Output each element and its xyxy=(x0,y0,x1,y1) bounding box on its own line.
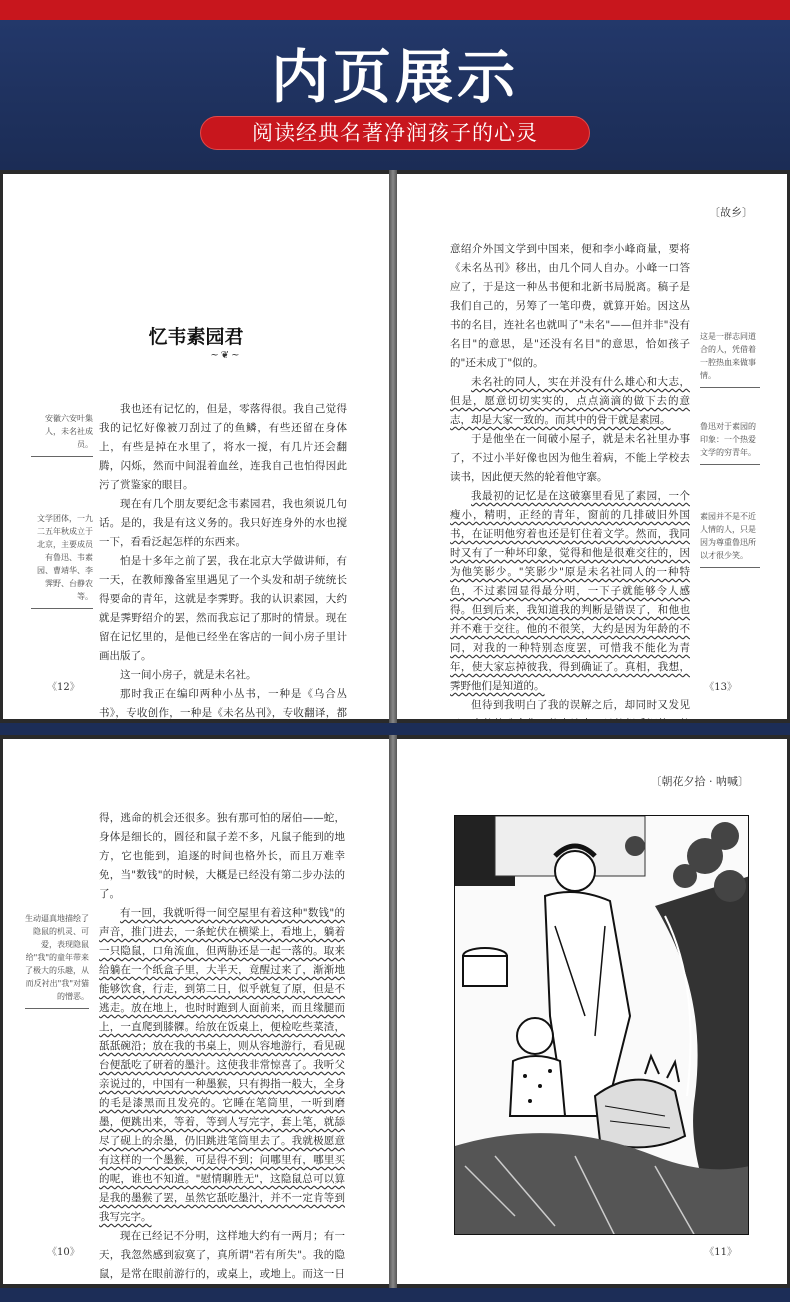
side-note-text: 安徽六安叶集人，未名社成员。 xyxy=(45,414,93,449)
book-spread-2 xyxy=(0,735,790,1288)
woodcut-illustration xyxy=(454,815,749,1235)
note-divider xyxy=(25,1008,89,1009)
note-divider xyxy=(700,464,760,465)
page-title: 内页展示 xyxy=(270,43,519,111)
paragraph: 未名社的同人，实在并没有什么雄心和大志，但是，愿意切切实实的，点点滴滴的做下去的意志，却是大家一致的。而其中的骨干就是素园。 xyxy=(450,376,690,426)
page-left-10 xyxy=(3,739,389,1284)
paragraph: 但待到我明白了我的误解之后，却同时又发见 xyxy=(471,699,690,711)
side-note xyxy=(700,417,760,465)
side-note xyxy=(31,509,93,609)
book-spread-1 xyxy=(0,170,790,723)
body-text xyxy=(99,400,347,719)
top-red-bar xyxy=(0,0,790,20)
paragraph: 于是他坐在一间破小屋子，就是未名社里办事了，不过小半好像也因为他生着病，不能上学校去读书，因此便天然的轮着他守寨。 xyxy=(450,433,690,483)
running-header: 〔故乡〕 xyxy=(709,206,753,219)
page-number: 《11》 xyxy=(704,1247,737,1258)
subtitle-pill: 阅读经典名著净润孩子的心灵 xyxy=(200,116,590,150)
side-note-text: 这是一群志同道合的人，凭借着一腔热血来做事情。 xyxy=(700,332,756,380)
illustration-icon xyxy=(455,816,749,1235)
note-divider xyxy=(31,608,93,609)
paragraph: 有一回，我就听得一间空屋里有着这种"数钱"的声音，推门进去，一条蛇伏在横梁上，看地上，躺着一只隐鼠，口角流血，但两胁还是一起一落的。取来给躺在一个纸盒子里，大半天，竟醒过来了，渐渐地能够饮食，行走，到第二日，似乎就复了原，但是不逃走。放在地上，也时时跑到人面前来，而且缘腿而上，一直爬到膝髁。给放在饭桌上，便检吃些菜渣，舐舐碗沿；放在我的书桌上，则从容地游行，看见砚台便舐吃了研着的墨汁。这使我非常惊喜了。我听父亲说过的，中国有一种墨猴，只有拇指一般大，全身的毛是漆黑而且发亮的。它睡在笔筒里，一听到磨墨，便跳出来，等着，等到人写完字，套上笔，就舔尽了砚上的余墨，仍旧跳进笔筒里去了。我就极愿意有这样的一个墨猴，可是得不到；问哪里有，哪里买的呢，谁也不知道。"慰情聊胜无"，这隐鼠总可以算是我的墨猴了罢，虽然它舐吃墨汁，并不一定肯等到我写完字。 xyxy=(99,907,345,1223)
paragraph: 意绍介外国文学到中国来，便和李小峰商量，要将《未名丛刊》移出，由几个同人自办。小峰一口答应了，于是这一种丛书便和北新书局脱离。稿子是我们自己的，另筹了一笔印费，就算开始。因这丛书的名目，连社名也就叫了"未名"——但并非"没有名目"的意思，是"还没有名目"的意思，恰如孩子的"还未成丁"似的。 xyxy=(450,243,690,369)
paragraph: 怕是十多年之前了罢，我在北京大学做讲师，有一天，在教师豫备室里遇见了一个头发和胡子统统长得要命的青年，这就是李霁野。我的认识素园，大约就是霁野绍介的罢，然而我忘记了那时的情景。现在留在记忆里的，是他已经坐在客店的一间小房子里计画出版了。 xyxy=(99,555,347,662)
note-divider xyxy=(700,387,760,388)
page-number: 《13》 xyxy=(704,682,737,693)
side-note xyxy=(31,409,93,457)
paragraph: 得，逃命的机会还很多。独有那可怕的屠伯——蛇，身体是细长的，圆径和鼠子差不多，凡鼠子能到的地方，它也能到，追逐的时间也格外长，而且万难幸免，当"数钱"的时候，大概是已经没有第二步办法的了。 xyxy=(99,812,345,900)
side-note-text: 生动逼真地描绘了隐鼠的机灵、可爱，表现隐鼠给"我"的童年带来了极大的乐趣，从而反衬出"我"对猫的憎恶。 xyxy=(25,914,89,1001)
paragraph: 我最初的记忆是在这破寨里看见了素园，一个瘦小，精明，正经的青年，窗前的几排破旧外国书，在证明他穷着也还是钉住着文学。然而，我同时又有了一种坏印象，觉得和他是很难交往的，因为他笑影少。"笑影少"原是未名社同人的一种特色，不过素园显得最分明，一下子就能够令人感得。但到后来，我知道我的判断是错误了，和他也并不难于交往。他的不很笑，大约是因为年龄的不同，对我的一种特别态度罢，可惜我不能化为青年，使大家忘掉彼我，得到确证了。真相，我想，霁野他们是知道的。 xyxy=(450,490,690,692)
title-ornament-icon: ~❦~ xyxy=(210,350,242,361)
side-note xyxy=(25,909,89,1009)
chapter-title: 忆韦素园君 xyxy=(148,326,244,348)
book-gutter xyxy=(389,170,397,723)
side-note-text: 文学团体，一九二五年秋成立于北京，主要成员有鲁迅、韦素园、曹靖华、李霁野、台静农等。 xyxy=(37,514,93,601)
paragraph: 这一间小房子，就是未名社。 xyxy=(120,669,257,681)
running-header: 〔朝花夕拾 · 呐喊〕 xyxy=(650,775,749,788)
side-note-text: 鲁迅对于素园的印象：一个热爱文学的穷青年。 xyxy=(700,422,756,457)
note-divider xyxy=(31,456,93,457)
body-text xyxy=(450,240,690,719)
page-right-13 xyxy=(397,174,787,719)
book-gutter xyxy=(389,735,397,1288)
note-divider xyxy=(700,567,760,568)
side-note xyxy=(700,507,760,568)
body-text xyxy=(99,809,345,1284)
page-right-11 xyxy=(397,739,787,1284)
side-note xyxy=(700,327,760,388)
paragraph: 现在有几个朋友要纪念韦素园君，我也须说几句话。是的，我是有这义务的。我只好连身外的水也搅一下，看看泛起怎样的东西来。 xyxy=(99,498,347,548)
paragraph: 那时我正在编印两种小丛书，一种是《乌合丛书》，专收创作，一种是《未名丛刊》，专收翻译，都 xyxy=(99,688,347,719)
page-number: 《10》 xyxy=(47,1247,80,1258)
side-note-text: 素园并不是不近人情的人，只是因为尊重鲁迅所以才很少笑。 xyxy=(700,512,756,560)
paragraph: 现在已经记不分明，这样地大约有一两月；有一天，我忽然感到寂寞了，真所谓"若有所失"。我的隐鼠，是常在眼前游行的，或桌上，或地上。而这一日 xyxy=(99,1230,345,1280)
page-left-12 xyxy=(3,174,389,719)
paragraph: 我也还有记忆的，但是，零落得很。我自己觉得我的记忆好像被刀刮过了的鱼鳞，有些还留在身体上，有些是掉在水里了，将水一搅，有几片还会翻腾，闪烁，然而中间混着血丝，连我自己也怕得因此污了赏鉴家的眼目。 xyxy=(99,403,347,491)
page-number: 《12》 xyxy=(47,682,80,693)
